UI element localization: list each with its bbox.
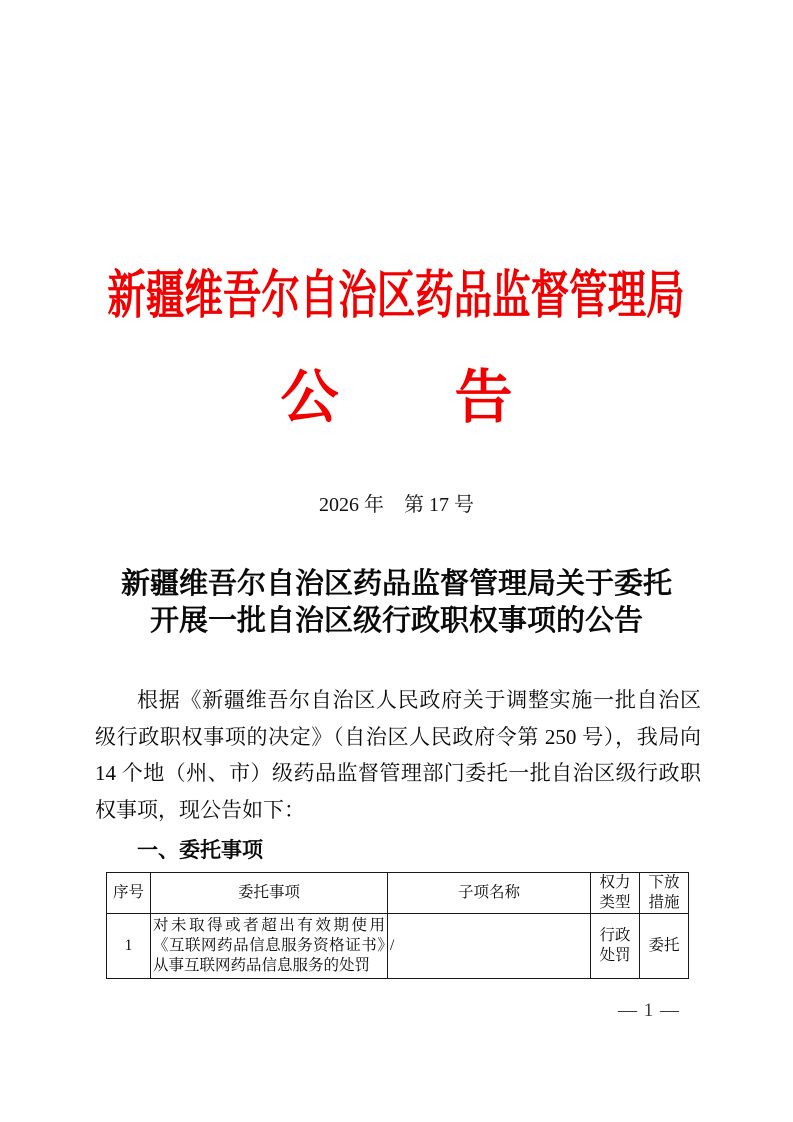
sub-item-cell: / bbox=[388, 914, 591, 979]
header-cell-measure: 下放措施 bbox=[640, 873, 689, 914]
body-line: 14 个地（州、市）级药品监督管理部门委托一批自治区级行政职 bbox=[95, 761, 701, 785]
body-line: 级行政职权事项的决定》（自治区人民政府令第 250 号），我局向 bbox=[95, 724, 701, 749]
body-paragraph bbox=[95, 682, 701, 828]
header-cell-no: 序号 bbox=[107, 873, 151, 914]
header-cell-subitem: 子项名称 bbox=[388, 873, 591, 914]
agency-title-text: 新疆维吾尔自治区药品监督管理局 bbox=[107, 268, 686, 325]
body-line: 权事项，现公告如下： bbox=[95, 797, 305, 822]
header-cell-power: 权力类型 bbox=[591, 873, 640, 914]
issue-number: 2026 年 第 17 号 bbox=[319, 494, 474, 516]
document-title-line1: 新疆维吾尔自治区药品监督管理局关于委托 bbox=[120, 568, 672, 600]
delegation-table bbox=[106, 872, 689, 979]
section-heading: 一、委托事项 bbox=[137, 838, 263, 862]
header-cell-item: 委托事项 bbox=[151, 873, 388, 914]
body-line: 根据《新疆维吾尔自治区人民政府关于调整实施一批自治区 bbox=[137, 688, 701, 712]
announcement-type: 公 告 bbox=[280, 365, 513, 430]
power-type-cell: 行政处罚 bbox=[591, 914, 640, 979]
document-title bbox=[0, 566, 793, 640]
row-number-cell: 1 bbox=[107, 914, 151, 979]
agency-title bbox=[0, 266, 793, 328]
table-row bbox=[107, 914, 689, 979]
document-title-line2: 开展一批自治区级行政职权事项的公告 bbox=[149, 605, 643, 637]
page-number: — 1 — bbox=[618, 1000, 680, 1021]
delegated-item-cell: 对未取得或者超出有效期使用《互联网药品信息服务资格证书》从事互联网药品信息服务的处罚 bbox=[151, 914, 388, 979]
table-header-row bbox=[107, 873, 689, 914]
measure-cell: 委托 bbox=[640, 914, 689, 979]
